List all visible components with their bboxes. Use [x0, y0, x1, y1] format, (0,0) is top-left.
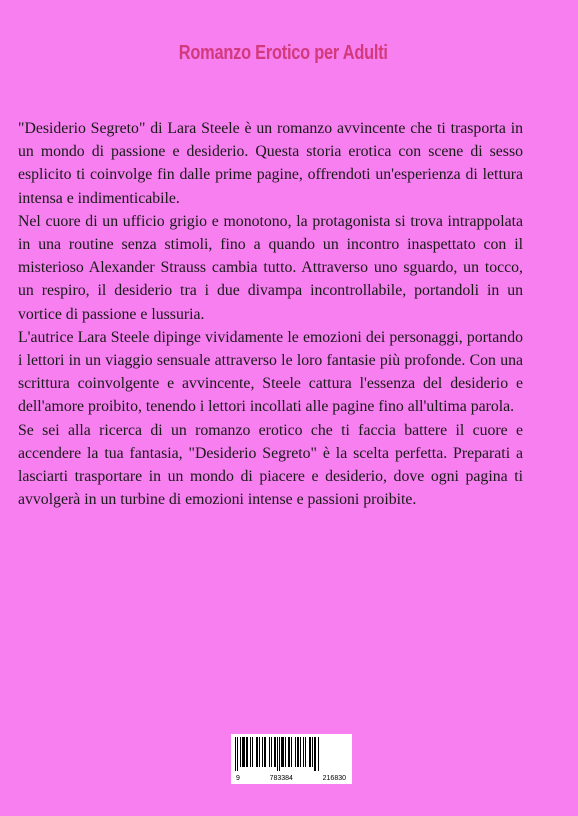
barcode-bar	[312, 737, 313, 767]
barcode-bar	[271, 737, 272, 767]
barcode-bar	[235, 737, 236, 771]
barcode-bar	[252, 737, 253, 767]
barcode-group-right: 216830	[322, 775, 346, 782]
barcode-bar	[240, 737, 241, 767]
barcode-bar	[318, 737, 319, 771]
barcode-bar	[274, 737, 276, 767]
barcode-bar	[297, 737, 299, 767]
blurb-paragraph: Se sei alla ricerca di un romanzo erotico che ti faccia battere il cuore e accendere la tua fantasia, "Desiderio Segreto" è la scelta perfetta. Preparati a lasciarti trasportare in un mondo di piacere e desiderio, dove ogni pagina ti avvolgerà in un turbine di emozioni intense e passioni proibite.	[18, 421, 523, 509]
barcode-bar	[250, 737, 251, 767]
barcode-bar	[303, 737, 304, 767]
barcode-bar	[256, 737, 258, 767]
blurb-text	[18, 117, 523, 511]
barcode-bar	[314, 737, 316, 771]
blurb-paragraph: Nel cuore di un ufficio grigio e monotono, la protagonista si trova intrappolata in una routine senza stimoli, fino a quando un incontro inaspettato con il misterioso Alexander Strauss cambia tutto. Attraverso uno sguardo, un tocco, un respiro, il desiderio tra i due divampa incontrollabile, portandoli in un vortice di passione e lussuria.	[18, 212, 523, 323]
barcode-bar	[242, 737, 245, 767]
barcode-bar	[300, 737, 301, 767]
barcode-bar	[264, 737, 266, 767]
barcode-bar	[295, 737, 296, 767]
barcode-bar	[237, 737, 238, 771]
barcode-bars	[235, 737, 348, 771]
barcode-bar	[305, 737, 306, 767]
barcode-bar	[259, 737, 260, 767]
barcode-bar	[262, 737, 263, 767]
blurb-paragraph: "Desiderio Segreto" di Lara Steele è un romanzo avvincente che ti trasporta in un mondo di passione e desiderio. Questa storia erotica con scene di sesso esplicito ti coinvolge fin dalle prime pagine, offrendoti un'esperienza di lettura intensa e indimenticabile.	[18, 120, 523, 207]
blurb-paragraph: L'autrice Lara Steele dipinge vividamente le emozioni dei personaggi, portando i lettori in un viaggio sensuale attraverso le loro fantasie più profonde. Con una scrittura coinvolgente e avvincente, Steele cattura l'essenza del desiderio e dell'amore proibito, tenendo i lettori incollati alle pagine fino all'ultima parola.	[18, 328, 523, 416]
barcode-group-left: 783384	[269, 775, 293, 782]
isbn-barcode	[231, 734, 352, 784]
barcode-bar	[269, 737, 270, 767]
barcode-bar	[281, 737, 284, 767]
barcode-numbers	[231, 775, 352, 782]
barcode-bar	[285, 737, 286, 767]
barcode-bar	[246, 737, 248, 767]
cover-heading: Romanzo Erotico per Adulti	[178, 42, 388, 64]
barcode-bar	[279, 737, 280, 771]
barcode-digit-first: 9	[236, 775, 240, 782]
barcode-bar	[309, 737, 311, 767]
barcode-bar	[288, 737, 290, 767]
barcode-bar	[291, 737, 292, 767]
barcode-bar	[277, 737, 278, 771]
